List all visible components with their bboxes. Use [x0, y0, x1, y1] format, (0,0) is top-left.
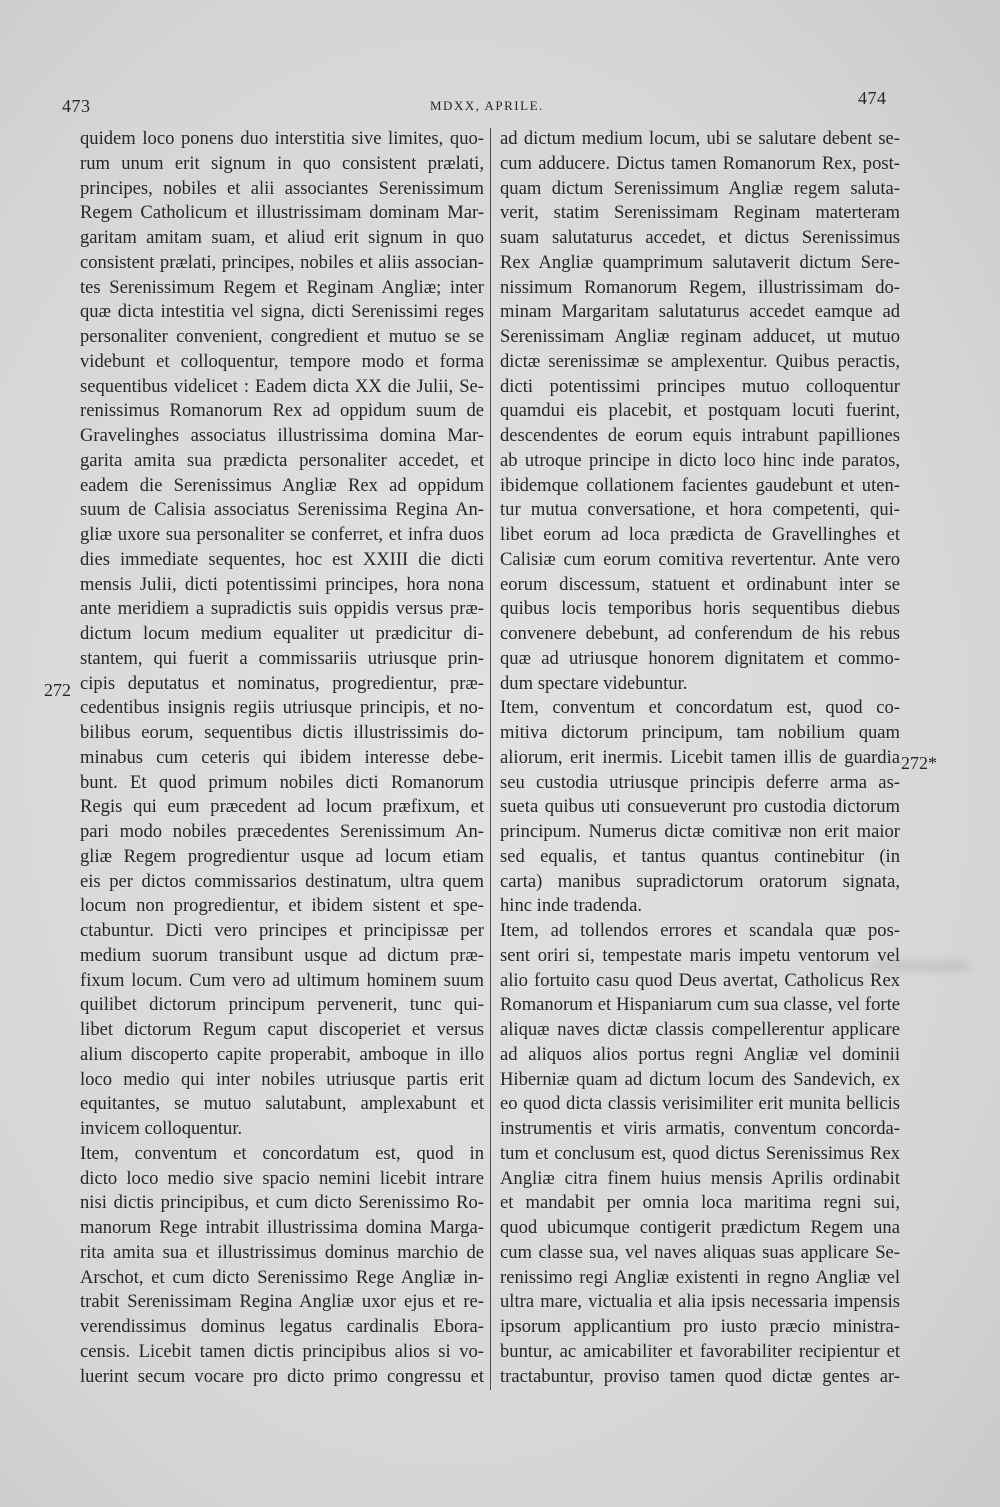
text-line: Item, conventum et concordatum est, quod co- [500, 697, 900, 719]
text-line: Arschot, et cum dicto Serenissimo Rege Angliæ in- [80, 1266, 484, 1288]
text-line: ibidemque collationem facientes gaudebunt et uten- [500, 474, 900, 496]
right-page-number: 474 [858, 88, 887, 108]
text-line: tum et conclusum est, quod dictus Serenissimus Rex [500, 1142, 900, 1164]
text-line: aliorum, erit inermis. Licebit tamen illis de guardia [500, 746, 900, 768]
text-line: tes Serenissimum Regem et Reginam Angliæ; inter [80, 276, 484, 298]
text-line: mensis Julii, dicti potentissimi principes, hora nona [80, 573, 484, 595]
text-line: sed equalis, et tantus quantus continebitur (in [500, 845, 900, 867]
text-line: nisi dictis principibus, et cum dicto Serenissimo Ro- [80, 1192, 484, 1214]
text-line: buntur, ac amicabiliter et favorabiliter recipientur et [500, 1340, 900, 1362]
text-line: Rex Angliæ quamprimum salutaverit dictum Sere- [500, 251, 900, 273]
text-line: quæ ad utriusque honorem dignitatem et commo- [500, 647, 900, 669]
text-line: verendissimus dominus legatus cardinalis Ebora- [80, 1316, 484, 1337]
text-line: invicem colloquentur. [80, 1118, 243, 1139]
text-line: rita amita sua et illustrissimus dominus marchio de [80, 1241, 484, 1263]
text-line: ad aliquos alios portus regni Angliæ vel dominii [500, 1043, 900, 1065]
text-line: dies immediate sequentes, hoc est XXIII die dicti [80, 548, 484, 570]
text-line: garita amita sua prædicta personaliter accedet, et [80, 449, 484, 471]
text-line: Regis qui eum præcedent ad locum præfixum, et [80, 796, 484, 818]
text-line: quod ubicumque contigerit prædictum Regem una [500, 1217, 900, 1238]
text-line: eadem die Serenissimus Angliæ Rex ad oppidum [80, 474, 484, 496]
text-line: sequentibus videlicet : Eadem dicta XX die Julii, Se- [80, 375, 484, 397]
text-line: principes, nobiles et alii associantes Serenissimum [80, 177, 484, 199]
text-line: dictæ serenissimæ se amplexentur. Quibus peractis, [500, 350, 900, 372]
text-line: sent oriri si, tempestate maris impetu ventorum vel [500, 944, 900, 966]
text-line: tur mutua conversatione, et hora competenti, qui- [500, 499, 900, 521]
text-line: locum non progredientur, et ibidem sistent et spe- [80, 895, 484, 917]
text-line: instrumentis et viris armatis, conventum concorda- [500, 1118, 900, 1139]
text-line: libet dictorum Regum caput discoperiet et versus [80, 1019, 484, 1040]
text-line: et mandabit per omnia loca maritima regni sui, [500, 1192, 900, 1214]
left-page-number: 473 [62, 96, 91, 116]
text-line: ctabuntur. Dicti vero principes et principissæ per [80, 920, 484, 941]
text-line: cum adducere. Dictus tamen Romanorum Rex, post- [500, 152, 900, 174]
text-line: fixum locum. Cum vero ad ultimum hominem suum [80, 969, 484, 991]
ink-bleed-through [870, 960, 970, 972]
text-line: Hiberniæ quam ad dictum locum des Sandevich, ex [500, 1068, 900, 1090]
text-line: renissimo regi Angliæ existenti in regno Angliæ vel [500, 1266, 900, 1288]
text-line: dictum locum medium equaliter ut prædicitur di- [80, 623, 484, 644]
right-text-column [500, 127, 900, 1389]
text-line: nissimum Romanorum Regem, illustrissimam do- [500, 276, 900, 298]
text-line: alium discoperto capite properabit, amboque in illo [80, 1043, 484, 1065]
text-line: seu custodia utriusque principis deferre arma as- [500, 771, 900, 793]
text-line: personaliter convenient, congredient et mutuo se se [80, 326, 484, 347]
text-line: consistent prælati, principes, nobiles et aliis associan- [80, 251, 484, 273]
text-line: videbunt et colloquentur, tempore modo et forma [80, 350, 484, 372]
text-line: Romanorum et Hispaniarum cum sua classe, vel forte [500, 994, 900, 1016]
text-line: sueta quibus uti consueverunt pro custodia dictorum [500, 796, 900, 818]
text-line: quibus locis temporibus horis sequentibus diebus [500, 598, 900, 620]
text-line: luerint secum vocare pro dicto primo congressu et [80, 1365, 484, 1387]
text-line: quamdui eis placebit, et postquam locuti fuerint, [500, 400, 900, 422]
left-margin-note: 272 [44, 680, 71, 700]
text-line: Calisiæ cum eorum comitiva revertentur. Ante vero [500, 548, 900, 570]
text-line: tractabuntur, proviso tamen quod dictæ gentes ar- [500, 1365, 900, 1387]
text-line: censis. Licebit tamen dictis principibus alios si vo- [80, 1340, 484, 1362]
text-line: Item, ad tollendos errores et scandala quæ pos- [500, 920, 900, 941]
text-line: dum spectare videbuntur. [500, 672, 688, 694]
running-title: MDXX, APRILE. [430, 98, 544, 113]
text-line: hinc inde tradenda. [500, 895, 642, 917]
text-line: quidem loco ponens duo interstitia sive limites, quo- [80, 128, 484, 149]
left-text-column [80, 127, 484, 1389]
text-line: suum de Calisia associatus Serenissima Regina An- [80, 499, 484, 521]
text-line: bunt. Et quod primum nobiles dicti Romanorum [80, 771, 484, 793]
text-line: equitantes, se mutuo salutabunt, amplexabunt et [80, 1093, 484, 1115]
text-line: libet eorum ad loca prædicta de Gravellinghes et [500, 524, 900, 545]
text-line: manorum Rege intrabit illustrissima domina Marga- [80, 1217, 484, 1238]
text-line: verit, statim Serenissimam Reginam materteram [500, 202, 900, 224]
text-line: quæ dicta intestitia vel signa, dicti Serenissimi reges [80, 301, 484, 323]
text-line: minam Margaritam salutaturus accedet eamque ad [500, 301, 900, 323]
text-line: ipsorum applicantium pro iusto præcio ministra- [500, 1316, 900, 1337]
text-line: eis per dictos commissarios destinatum, ultra quem [80, 870, 484, 892]
text-line: mitiva dictorum principum, tam nobilium quam [500, 722, 900, 743]
right-margin-note: 272* [901, 753, 937, 773]
text-line: Gravelinghes associatus illustrissima domina Mar- [80, 425, 484, 446]
text-line: ante meridiem a supradictis suis oppidis versus præ- [80, 598, 484, 620]
text-line: quilibet dictorum principum pervenerit, tunc qui- [80, 994, 484, 1016]
text-line: garitam amitam suam, et aliud erit signum in quo [80, 227, 484, 248]
text-line: stantem, qui fuerit a commissariis utriusque prin- [80, 647, 484, 669]
text-line: pari modo nobiles præcedentes Serenissimum An- [80, 821, 484, 842]
text-line: cedentibus insignis regiis utriusque principis, et no- [80, 697, 484, 719]
text-line: alio fortuito casu quod Deus avertat, Catholicus Rex [500, 969, 900, 991]
text-line: loco medio qui inter nobiles utriusque partis erit [80, 1068, 484, 1090]
text-line: quam dictum Serenissimum Angliæ regem saluta- [500, 177, 900, 199]
text-line: dicti potentissimi principes mutuo colloquentur [500, 375, 900, 397]
text-line: ab utroque principe in dicto loco hinc inde paratos, [500, 449, 900, 471]
text-line: medium suorum transibunt usque ad dictum præ- [80, 944, 484, 966]
text-line: Item, conventum et concordatum est, quod in [80, 1142, 484, 1164]
text-line: suam salutaturus accedet, et dictus Serenissimus [500, 227, 900, 248]
text-line: rum unum erit signum in quo consistent prælati, [80, 152, 484, 174]
text-line: ultra mare, victualia et alia ipsis necessaria impensis [500, 1291, 900, 1313]
text-line: Regem Catholicum et illustrissimam dominam Mar- [80, 202, 484, 224]
text-line: bilibus eorum, sequentibus dictis illustrissimis do- [80, 722, 484, 743]
text-line: renissimus Romanorum Rex ad oppidum suum de [80, 400, 484, 422]
text-line: Serenissimam Angliæ reginam adducet, ut mutuo [500, 326, 900, 347]
text-line: carta) manibus supradictorum oratorum signata, [500, 870, 900, 892]
text-line: cipis deputatus et nominatus, progredientur, præ- [80, 672, 484, 694]
text-line: minabus cum ceteris qui ibidem interesse debe- [80, 746, 484, 768]
text-line: dicto loco medio sive spacio nemini licebit intrare [80, 1167, 484, 1189]
text-line: eorum discessum, statuent et ordinabunt inter se [500, 573, 900, 595]
text-line: gliæ Regem progredientur usque ad locum etiam [80, 845, 484, 867]
text-line: trabit Serenissimam Regina Angliæ uxor ejus et re- [80, 1291, 484, 1313]
text-line: aliquæ naves dictæ classis compellerentur applicare [500, 1019, 900, 1040]
text-line: eo quod dicta classis verisimiliter erit munita bellicis [500, 1093, 900, 1115]
text-line: cum classe sua, vel naves aliquas suas applicare Se- [500, 1241, 900, 1263]
text-line: principum. Numerus dictæ comitivæ non erit maior [500, 821, 900, 842]
text-line: convenere debebunt, ad conferendum de his rebus [500, 623, 900, 644]
text-line: Angliæ citra finem huius mensis Aprilis ordinabit [500, 1167, 900, 1189]
text-line: ad dictum medium locum, ubi se salutare debent se- [500, 128, 900, 149]
text-line: gliæ uxore sua personaliter se conferret, et infra duos [80, 524, 484, 545]
text-line: descendentes de eorum equis intrabunt papilliones [500, 425, 900, 446]
column-divider [490, 128, 491, 1390]
